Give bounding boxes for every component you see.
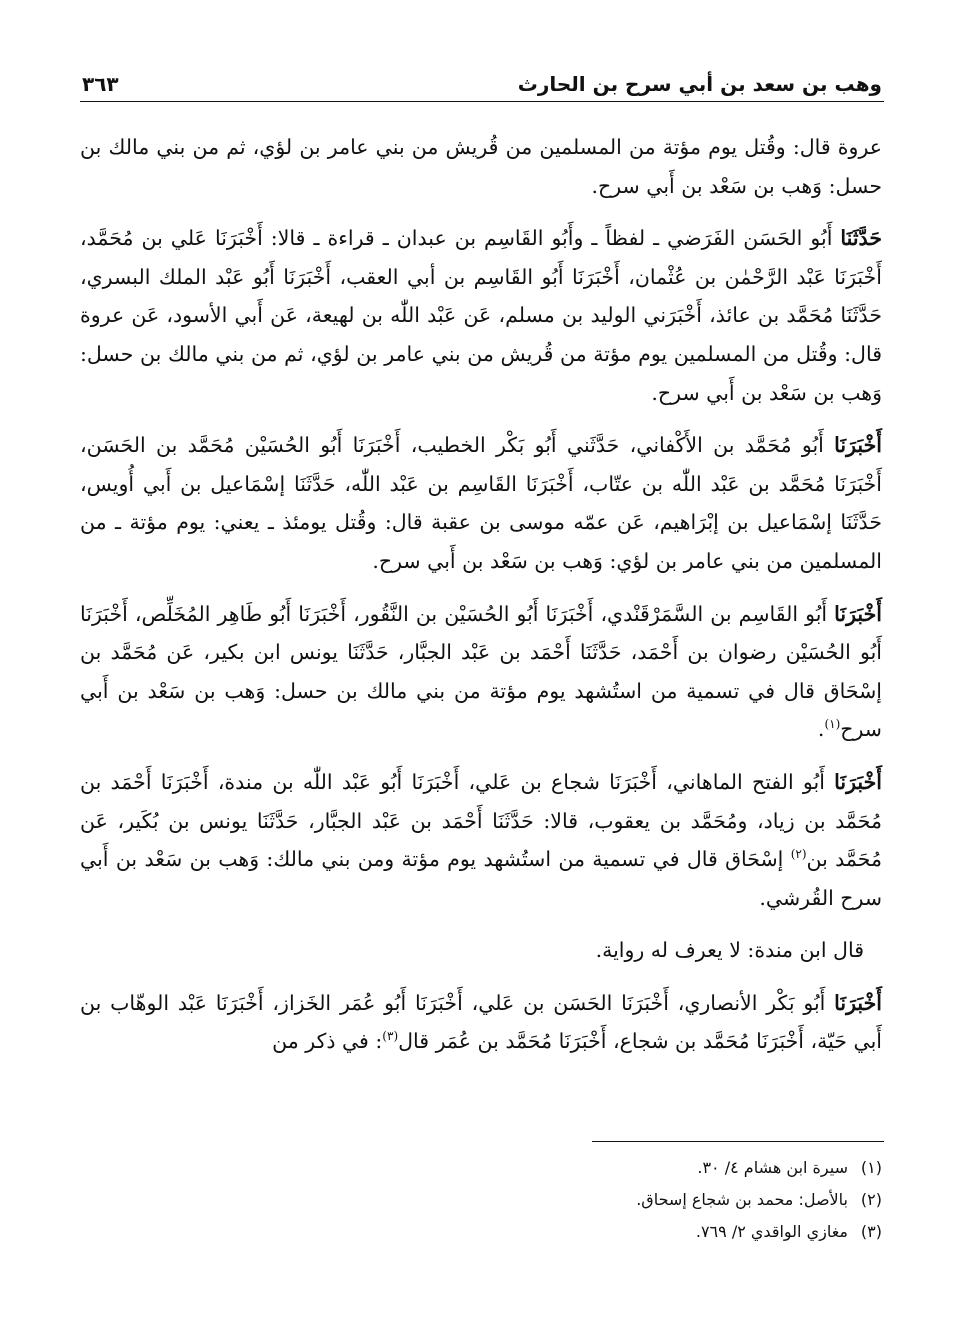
paragraph-text: عروة قال: وقُتل يوم مؤتة من المسلمين من قُريش من بني عامر بن لؤي، ثم من بني مالك بن حسل: وَهب بن سَعْد بن أَبي سرح.	[80, 135, 882, 198]
paragraph-7	[80, 984, 882, 1061]
footnote-marker[interactable]: (٢)	[790, 847, 807, 862]
isnad-lead: أَخْبَرَنَا	[834, 601, 882, 626]
footnote-text: مغازي الواقدي ٢/ ٧٦٩.	[695, 1222, 848, 1241]
footnote-3	[300, 1216, 882, 1248]
paragraph-tail: إسْحَاق قال في تسمية من استُشهد يوم مؤتة ومن بني مالك: وَهب بن سَعْد بن أَبي سرح القُرشي.	[80, 847, 882, 910]
paragraph-text: أَبُو الحَسَن الفَرَضي ـ لفظاً ـ وأَبُو القَاسِم بن عبدان ـ قراءة ـ قالا: أَخْبَرَنَا عَلي بن مُحَمَّد، أَخْبَرَنَا عَبْد الرَّحْمٰن بن عُثْمان، أَخْبَرَنَا أَبُو القَاسِم بن أبي العقب، أَخْبَرَنَا أَبُو عَبْد الملك البسري، حَدَّثَنَا مُحَمَّد بن عائذ، أَخْبَرَني الوليد بن مسلم، عَن عَبْد اللّٰه بن لهيعة، عَن أَبي الأسود، عَن عروة قال: وقُتل من المسلمين يوم مؤتة من قُريش من بني عامر بن لؤي، ثم من بني مالك بن حسل: وَهب بن سَعْد بن أَبي سرح.	[80, 226, 882, 405]
footnotes	[300, 1152, 882, 1248]
paragraph-text: أَبُو الفتح الماهاني، أَخْبَرَنَا شجاع بن عَلي، أَخْبَرَنَا أَبُو عَبْد اللّٰه بن مندة، أَخْبَرَنَا أَحْمَد بن مُحَمَّد بن زياد، ومُحَمَّد بن يعقوب، قالا: حَدَّثَنَا أَحْمَد بن عَبْد الجبَّار، حَدَّثَنَا يونس بن بُكَير، عَن مُحَمَّد بن	[80, 769, 882, 872]
paragraph-2	[80, 219, 882, 412]
isnad-lead: حَدَّثَنَا	[840, 226, 882, 251]
paragraph-1	[80, 128, 882, 205]
footnote-number: (٣)	[860, 1222, 882, 1241]
footnote-text: بالأصل: محمد بن شجاع إسحاق.	[636, 1190, 848, 1209]
main-text	[80, 128, 882, 1075]
footnote-marker[interactable]: (٣)	[382, 1029, 399, 1044]
paragraph-3	[80, 426, 882, 580]
footnote-divider	[592, 1141, 884, 1142]
footnote-text: سيرة ابن هشام ٤/ ٣٠.	[697, 1158, 848, 1177]
paragraph-tail: .	[817, 717, 825, 742]
paragraph-5	[80, 763, 882, 917]
paragraph-4	[80, 595, 882, 749]
footnote-number: (١)	[860, 1158, 882, 1177]
footnote-number: (٢)	[860, 1190, 882, 1209]
paragraph-6	[80, 931, 882, 970]
paragraph-text: أَبُو مُحَمَّد بن الأَكْفاني، حَدَّثَني أَبُو بَكْر الخطيب، أَخْبَرَنَا أَبُو الحُسَيْن مُحَمَّد بن الحَسَن، أَخْبَرَنَا مُحَمَّد بن عَبْد اللّٰه بن عتّاب، أَخْبَرَنَا القَاسِم بن عَبْد اللّٰه، حَدَّثَنَا إسْمَاعيل بن أَبي أُويس، حَدَّثَنَا إسْمَاعيل بن إبْرَاهيم، عَن عمّه موسى بن عقبة قال: وقُتل يومئذ ـ يعني: يوم مؤتة ـ من المسلمين من بني عامر بن لؤي: وَهب بن سَعْد بن أَبي سرح.	[80, 433, 882, 573]
footnote-marker[interactable]: (١)	[824, 717, 841, 732]
footnote-1	[300, 1152, 882, 1184]
paragraph-text: قال ابن مندة: لا يعرف له رواية.	[595, 938, 864, 963]
paragraph-tail: : في ذكر من	[272, 1029, 383, 1054]
chapter-title: وهب بن سعد بن أبي سرح بن الحارث	[517, 72, 882, 96]
running-head	[82, 56, 882, 96]
paragraph-text: أَبُو القَاسِم بن السَّمَرْقَنْدي، أَخْبَرَنَا أَبُو الحُسَيْن بن النَّقُور، أَخْبَرَنَا أَبُو طَاهِر المُخَلِّص، أَخْبَرَنَا أَبُو الحُسَيْن رضوان بن أَحْمَد، حَدَّثَنَا أَحْمَد بن عَبْد الجبَّار، حَدَّثَنَا يونس ابن بكير، عَن مُحَمَّد بن إسْحَاق قال في تسمية من استُشهد يوم مؤتة من بني مالك بن حسل: وَهب بن سَعْد بن أَبي سرح	[80, 601, 882, 742]
isnad-lead: أَخْبَرَنَا	[834, 769, 882, 794]
isnad-lead: أَخْبَرَنَا	[834, 990, 882, 1015]
page-number: ٣٦٣	[82, 72, 119, 96]
paragraph-text: أَبُو بَكْر الأنصاري، أَخْبَرَنَا الحَسَن بن عَلي، أَخْبَرَنَا أَبُو عُمَر الخَزاز، أَخْبَرَنَا عَبْد الوهّاب بن أَبي حَيّة، أَخْبَرَنَا مُحَمَّد بن شجاع، أَخْبَرَنَا مُحَمَّد بن عُمَر قال	[80, 990, 882, 1054]
footnote-2	[300, 1184, 882, 1216]
header-divider	[80, 101, 884, 102]
isnad-lead: أَخْبَرَنَا	[834, 433, 882, 458]
